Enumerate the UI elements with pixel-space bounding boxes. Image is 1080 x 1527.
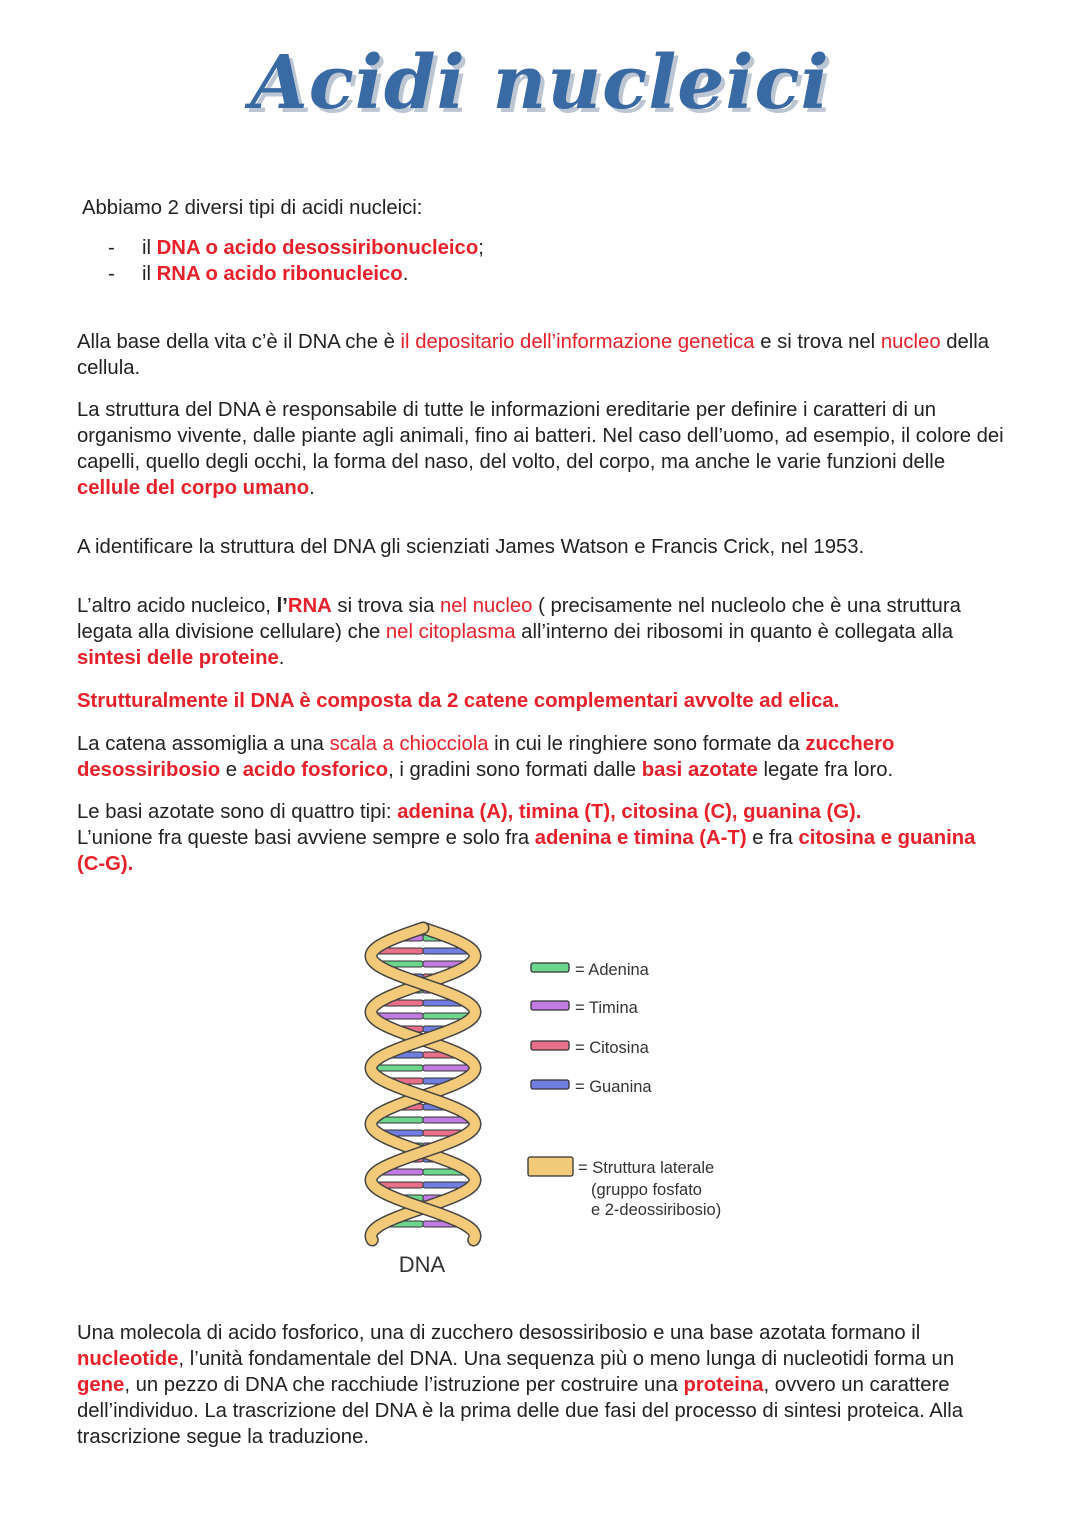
paragraph-bases: Le basi azotate sono di quattro tipi: adenina (A), timina (T), citosina (C), guanina (G). L’unione fra queste basi avviene sempre e solo fra adenina e timina (A-T) e fra citosina e guanina (C-G).	[77, 801, 976, 875]
paragraph-dna-location: Alla base della vita c’è il DNA che è il depositario dell’informazione genetica e si trova nel nucleo della cellula.	[77, 331, 990, 379]
paragraph-double-helix: Strutturalmente il DNA è composta da 2 catene complementari avvolte ad elica.	[77, 690, 840, 712]
legend-guanina: = Guanina	[575, 1078, 652, 1096]
citosina-swatch	[531, 1041, 569, 1050]
legend-adenina: = Adenina	[575, 961, 649, 979]
legend	[528, 961, 721, 1219]
legend-backbone-line2: (gruppo fosfato	[591, 1181, 702, 1199]
nucleic-acid-list	[108, 235, 484, 287]
legend-timina: = Timina	[575, 999, 638, 1017]
paragraph-discovery: A identificare la struttura del DNA gli scienziati James Watson e Francis Crick, nel 1953.	[77, 536, 865, 558]
dna-diagram	[340, 910, 760, 1285]
list-item: - il RNA o acido ribonucleico.	[108, 261, 484, 287]
legend-backbone-line3: e 2-deossiribosio)	[591, 1201, 722, 1219]
legend-citosina: = Citosina	[575, 1039, 649, 1057]
dna-name: DNA o acido desossiribonucleico	[156, 237, 479, 259]
list-item: - il DNA o acido desossiribonucleico;	[108, 235, 484, 261]
dna-caption: DNA	[398, 1252, 446, 1277]
backbone-swatch	[528, 1157, 573, 1176]
page-title: Acidi nucleici	[250, 40, 830, 126]
rna-name: RNA o acido ribonucleico	[156, 263, 403, 285]
dna-helix	[371, 928, 475, 1240]
paragraph-spiral-staircase: La catena assomiglia a una scala a chiocciola in cui le ringhiere sono formate da zucchero desossiribosio e acido fosforico, i gradini sono formati dalle basi azotate legate fra loro.	[77, 733, 895, 781]
paragraph-nucleotide: Una molecola di acido fosforico, una di zucchero desossiribosio e una base azotata formano il nucleotide, l’unità fondamentale del DNA. Una sequenza più o meno lunga di nucleotidi forma un gene, un pezzo di DNA che racchiude l’istruzione per costruire una proteina, ovvero un carattere dell’individuo. La trascrizione del DNA è la prima delle due fasi del processo di sintesi proteica. Alla trascrizione segue la traduzione.	[77, 1322, 964, 1448]
guanina-swatch	[531, 1080, 569, 1089]
timina-swatch	[531, 1001, 569, 1010]
paragraph-dna-structure: La struttura del DNA è responsabile di tutte le informazioni ereditarie per definire i caratteri di un organismo vivente, dalle piante agli animali, fino ai batteri. Nel caso dell’uomo, ad esempio, il colore dei capelli, quello degli occhi, la forma del naso, del volto, del corpo, ma anche le varie funzioni delle cellule del corpo umano.	[77, 399, 1004, 499]
adenina-swatch	[531, 963, 569, 972]
intro-text: Abbiamo 2 diversi tipi di acidi nucleici:	[82, 197, 423, 219]
paragraph-rna: L’altro acido nucleico, l’RNA si trova sia nel nucleo ( precisamente nel nucleolo che è una struttura legata alla divisione cellulare) che nel citoplasma all’interno dei ribosomi in quanto è collegata alla sintesi delle proteine.	[77, 595, 961, 669]
legend-backbone-line1: = Struttura laterale	[578, 1159, 715, 1177]
